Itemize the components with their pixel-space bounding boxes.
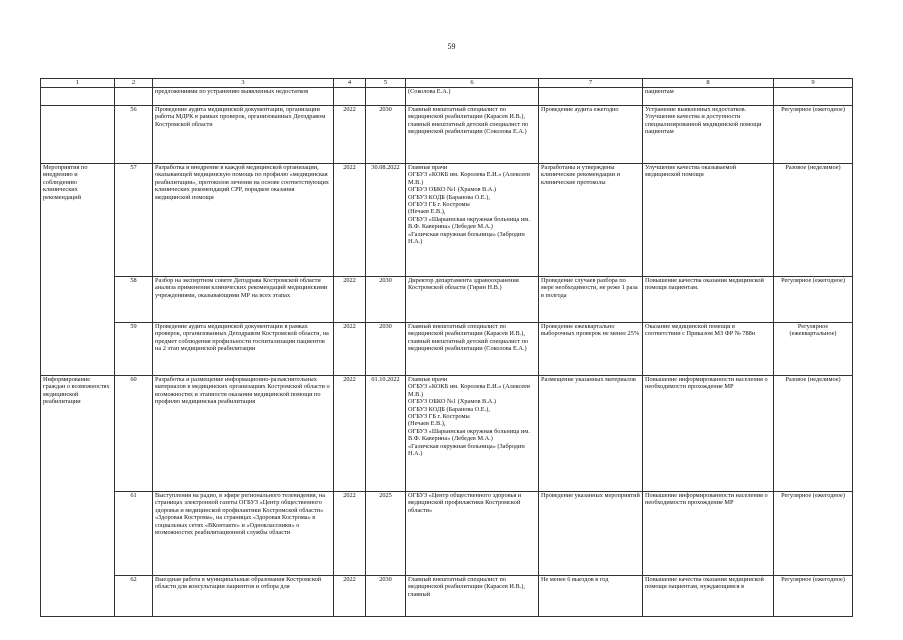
cell-end: 01.10.2022 xyxy=(366,376,406,492)
cell-result: Оказание медицинской помощи в соответствии с Приказом МЗ ФР № 788н xyxy=(643,323,774,376)
cell-measure: Разбор на экспертном совете Депздрава Костромской области анализа применения клинических рекомендаций медицинскими учреждениями, оказывающими МР на всех этапах xyxy=(153,277,334,323)
cell-measure: Разработка и внедрение в каждой медицинской организации, оказывающей медицинскую помощь по профилю «медицинская реабилитация», протоколов лечения на основе соответствующих клинических рекомендаций СРР, порядков оказания медицинской помощи xyxy=(153,164,334,277)
responsible-list: Главные врачи ОГБУЗ «КОКБ им. Королева Е.И.» (Алексеев М.В.) ОГБУЗ ОБКО №1 (Храмов В.А.) ОГБУЗ КОДБ (Баранова О.Е.), ОГБУЗ ГБ г. Костромы (Нечаев Е.В.), ОГБУЗ «Шарьинская окружная больница им. В.Ф. Каверина» (Лебедев М.А.) «Галичская окружная больница» (Забродин Н.А.) xyxy=(408,376,530,458)
page-number: 59 xyxy=(447,42,456,51)
cell-result: пациентам xyxy=(643,88,774,106)
cell-responsible xyxy=(406,164,539,277)
cell-start: 2022 xyxy=(334,376,366,492)
cell-end: 2030 xyxy=(366,106,406,164)
table-row-62 xyxy=(41,576,853,617)
cell-measure: Выступления на радио, в эфире регионального телевидения, на страницах электронной газеты ОГБУЗ «Центр общественного здоровья и медицинской профилактики Костромской области» «Здоровая Кострома», на страницах «Здоровая Кострома» в социальных сетях «ВКонтакте» и «Одноклассники» о возможностях реабилитационной службы области xyxy=(153,492,334,576)
cell-indicator: Проведение аудита ежегодно xyxy=(539,106,643,164)
cell-type: Регулярное (ежегодное) xyxy=(774,492,853,576)
cell-end: 2030 xyxy=(366,277,406,323)
cell-responsible: Директор департамента здравоохранения Костромской области (Гирин Н.В.) xyxy=(406,277,539,323)
header-row xyxy=(41,79,853,88)
cell-end: 2030 xyxy=(366,576,406,617)
table-row-58 xyxy=(41,277,853,323)
cell-indicator xyxy=(539,88,643,106)
cell-end: 2025 xyxy=(366,492,406,576)
header-col-7: 7 xyxy=(539,79,643,88)
cell-measure: предложениями по устранению выявленных недостатков xyxy=(153,88,334,106)
cell-measure: Проведение аудита медицинской документации, организации работы МДРК в рамках проверок, организованных Депздравом Костромской области xyxy=(153,106,334,164)
cell-indicator: Проведение ежеквартально выборочных проверок не менее 25% xyxy=(539,323,643,376)
cell-result: Улучшение качества оказываемой медицинской помощи xyxy=(643,164,774,277)
cell-indicator: Проведение указанных мероприятий xyxy=(539,492,643,576)
cell-measure: Выездная работа в муниципальные образования Костромской области для консультации пациентов и отбора для xyxy=(153,576,334,617)
cell-responsible xyxy=(406,376,539,492)
table-row-continued xyxy=(41,88,853,106)
cell-responsible: Главный внештатный специалист по медицинской реабилитации (Карасев И.В.), главный внештатный детский специалист по медицинской реабилитации (Соколова Е.А.) xyxy=(406,323,539,376)
responsible-list: Главные врачи ОГБУЗ «КОКБ им. Королева Е.И.» (Алексеев М.В.) ОГБУЗ ОБКО №1 (Храмов В.А.) ОГБУЗ КОДБ (Баранова О.Е.), ОГБУЗ ГБ г. Костромы (Нечаев Е.В.), ОГБУЗ «Шарьинская окружная больница им. В.Ф. Каверина» (Лебедев М.А.) «Галичская окружная больница» (Забродин Н.А.) xyxy=(408,164,530,246)
header-col-5: 5 xyxy=(366,79,406,88)
cell-start: 2022 xyxy=(334,492,366,576)
cell-end xyxy=(366,88,406,106)
cell-num xyxy=(115,88,153,106)
cell-start xyxy=(334,88,366,106)
cell-result: Повышение качества оказания медицинской помощи пациентам. xyxy=(643,277,774,323)
cell-type: Регулярное (ежегодное) xyxy=(774,576,853,617)
cell-type xyxy=(774,88,853,106)
cell-result: Устранение выявленных недостатков. Улучшение качества и доступности специализированной медицинской помощи пациентам xyxy=(643,106,774,164)
table-row-59 xyxy=(41,323,853,376)
cell-responsible: ОГБУЗ «Центр общественного здоровья и медицинской профилактики Костромской области» xyxy=(406,492,539,576)
table-row-57 xyxy=(41,164,853,277)
table-row-60 xyxy=(41,376,853,492)
cell-type: Регулярное (ежегодное) xyxy=(774,277,853,323)
cell-start: 2022 xyxy=(334,277,366,323)
header-col-4: 4 xyxy=(334,79,366,88)
cell-num: 58 xyxy=(115,277,153,323)
cell-start: 2022 xyxy=(334,106,366,164)
cell-indicator: Размещение указанных материалов xyxy=(539,376,643,492)
header-col-9: 9 xyxy=(774,79,853,88)
measures-table xyxy=(40,78,853,617)
cell-responsible: Главный внештатный специалист по медицинской реабилитации (Карасев И.В.), главный xyxy=(406,576,539,617)
cell-end: 30.08.2022 xyxy=(366,164,406,277)
header-col-2: 2 xyxy=(115,79,153,88)
cell-responsible: (Соколова Е.А.) xyxy=(406,88,539,106)
cell-group xyxy=(41,88,115,106)
cell-num: 56 xyxy=(115,106,153,164)
table-row-61 xyxy=(41,492,853,576)
cell-group xyxy=(41,106,115,164)
cell-type: Регулярное (ежеквартальное) xyxy=(774,323,853,376)
cell-result: Повышение качества оказания медицинской помощи пациентам, нуждающимся в xyxy=(643,576,774,617)
cell-type: Регулярное (ежегодное) xyxy=(774,106,853,164)
cell-indicator: Разработаны и утверждены клинические рекомендации и клинические протоколы xyxy=(539,164,643,277)
cell-num: 60 xyxy=(115,376,153,492)
cell-measure: Разработка и размещение информационно-разъяснительных материалов в медицинских организациях Костромской области о возможностях и этапности оказания медицинской помощи по профилю медицинская реабилитация xyxy=(153,376,334,492)
cell-end: 2030 xyxy=(366,323,406,376)
cell-responsible: Главный внештатный специалист по медицинской реабилитации (Карасев И.В.), главный внештатный детский специалист по медицинской реабилитации (Соколова Е.А.) xyxy=(406,106,539,164)
cell-group-recommendations: Мероприятия по внедрению и соблюдению клинических рекомендаций xyxy=(41,164,115,376)
cell-indicator: Проведение случаев разбора по мере необходимости, не реже 1 раза в полгода xyxy=(539,277,643,323)
header-col-1: 1 xyxy=(41,79,115,88)
header-col-8: 8 xyxy=(643,79,774,88)
table-row-56 xyxy=(41,106,853,164)
cell-num: 57 xyxy=(115,164,153,277)
header-col-6: 6 xyxy=(406,79,539,88)
cell-group-informing: Информирование граждан о возможностях медицинской реабилитации xyxy=(41,376,115,617)
cell-result: Повышение информированности населения о необходимости прохождение МР xyxy=(643,492,774,576)
cell-num: 62 xyxy=(115,576,153,617)
cell-indicator: Не менее 6 выездов в год xyxy=(539,576,643,617)
cell-num: 59 xyxy=(115,323,153,376)
cell-measure: Проведение аудита медицинской документации в рамках проверок, организованных Депздравом Костромской области, на предмет соблюдения профильности госпитализации пациентов на 2 этап медицинской реабилитации xyxy=(153,323,334,376)
cell-start: 2022 xyxy=(334,164,366,277)
cell-start: 2022 xyxy=(334,576,366,617)
header-col-3: 3 xyxy=(153,79,334,88)
cell-result: Повышение информированности населения о необходимости прохождение МР xyxy=(643,376,774,492)
cell-num: 61 xyxy=(115,492,153,576)
cell-type: Разовое (неделимое) xyxy=(774,376,853,492)
cell-start: 2022 xyxy=(334,323,366,376)
cell-type: Разовое (неделимое) xyxy=(774,164,853,277)
